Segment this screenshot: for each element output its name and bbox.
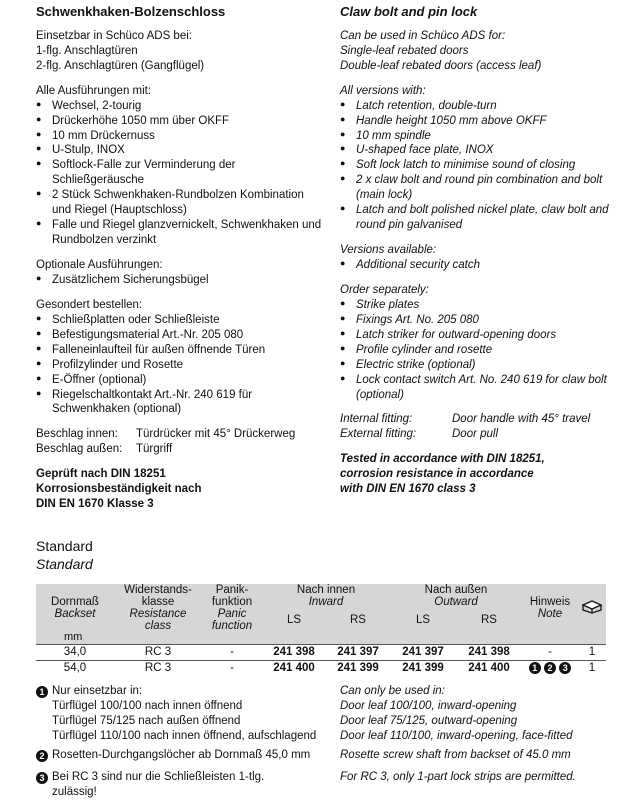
- resist-de2: klasse: [141, 596, 175, 609]
- intro-line: Einsetzbar in Schüco ADS bei:: [36, 29, 192, 42]
- list-item: ● Falleneinlaufteil für außen öffnende Türen: [36, 343, 326, 358]
- tested-line: Tested in accordance with DIN 18251,: [340, 453, 545, 466]
- list-item: ● 10 mm Drückernuss: [36, 129, 326, 144]
- tested-line: Geprüft nach DIN 18251: [36, 468, 166, 481]
- footnote-line: Door leaf 100/100, inward-opening: [340, 699, 517, 712]
- order-list-de: [36, 313, 326, 418]
- list-item: ● Profile cylinder and rosette: [340, 343, 630, 358]
- footnote-1: [36, 684, 616, 744]
- footnote-line: Nur einsetzbar in:: [52, 685, 143, 697]
- list-item: ● 10 mm spindle: [340, 129, 630, 144]
- footnote-line: Door leaf 110/100, inward-opening, face-fitted: [340, 729, 573, 742]
- footnote-line: zulässig!: [52, 785, 97, 798]
- cell-qty: 1: [578, 644, 606, 660]
- cell-resist: RC 3: [114, 644, 202, 660]
- tested-de: [36, 467, 326, 512]
- resist-en1: Resistance: [129, 608, 187, 621]
- footnote-line: Bei RC 3 sind nur die Schließleisten 1-tlg.: [52, 770, 265, 783]
- footnote-marker: 3: [36, 772, 48, 784]
- tested-line: Korrosionsbeständigkeit nach: [36, 483, 202, 496]
- backset-unit: mm: [36, 632, 606, 644]
- backset-en: Backset: [54, 608, 96, 621]
- tested-line: corrosion resistance in accordance: [340, 468, 534, 481]
- table-row: [36, 644, 606, 660]
- footnote-line: Türflügel 110/100 nach innen öffnend, aufschlagend: [52, 729, 317, 742]
- tested-line: DIN EN 1670 Klasse 3: [36, 498, 154, 511]
- col-in-ls: LS: [286, 614, 302, 627]
- note-en: Note: [537, 608, 563, 621]
- cell-out-rs: 241 398: [456, 644, 522, 660]
- list-item: ● Latch retention, double-turn: [340, 99, 630, 114]
- fitting-outer-value: Door pull: [452, 428, 499, 441]
- fitting-outer-value: Türgriff: [136, 443, 173, 456]
- inward-en: Inward: [308, 596, 344, 609]
- list-item: ● Riegelschaltkontakt Art.-Nr. 240 619 für Schwenkhaken (optional): [36, 388, 326, 418]
- cell-out-ls: 241 397: [390, 644, 456, 660]
- order-list-en: [340, 298, 630, 403]
- fittings-en: [340, 412, 630, 442]
- cell-panic: -: [202, 660, 262, 676]
- german-column: [36, 4, 326, 522]
- fittings-de: [36, 427, 326, 457]
- inward-de: Nach innen: [296, 584, 356, 597]
- col-note: [522, 584, 578, 632]
- intro-line: 1-flg. Anschlagtüren: [36, 44, 138, 57]
- col-backset: [36, 584, 114, 632]
- fitting-outer-label: Beschlag außen:: [36, 443, 123, 456]
- fitting-outer-label: External fitting:: [340, 428, 417, 441]
- intro-line: Single-leaf rebated doors: [340, 44, 469, 57]
- list-item: ● Additional security catch: [340, 258, 630, 273]
- footnote-line: Door leaf 75/125, outward-opening: [340, 714, 518, 727]
- list-item: ● Electric strike (optional): [340, 358, 630, 373]
- optional-label-en: Versions available:: [340, 244, 437, 257]
- panic-en1: Panic: [217, 608, 247, 621]
- cell-backset: 34,0: [36, 644, 114, 660]
- panic-de1: Panik-: [215, 584, 249, 596]
- title-en: Claw bolt and pin lock: [340, 4, 478, 19]
- fitting-inner-value: Door handle with 45° travel: [452, 413, 591, 426]
- col-outward: [390, 584, 522, 608]
- list-item: ● 2 Stück Schwenkhaken-Rundbolzen Kombination und Riegel (Hauptschloss): [36, 188, 326, 218]
- list-item: ● Latch striker for outward-opening doors: [340, 328, 630, 343]
- intro-line: 2-flg. Anschlagtüren (Gangflügel): [36, 59, 205, 72]
- list-item: ● E-Öffner (optional): [36, 373, 326, 388]
- order-label-en: Order separately:: [340, 283, 429, 296]
- footnote-line: Türflügel 100/100 nach innen öffnend: [52, 699, 243, 712]
- footnote-marker: 1: [36, 686, 48, 698]
- article-table: [36, 584, 606, 676]
- optional-list-de: [36, 273, 326, 288]
- intro-line: Double-leaf rebated doors (access leaf): [340, 59, 542, 72]
- tested-en: [340, 452, 630, 497]
- order-label-de: Gesondert bestellen:: [36, 298, 143, 311]
- english-column: [340, 4, 630, 507]
- list-item: ● Falle und Riegel glanzvernickelt, Schwenkhaken und Rundbolzen verzinkt: [36, 218, 326, 248]
- footnote-line: Türflügel 75/125 nach außen öffnend: [52, 714, 241, 727]
- outward-en: Outward: [434, 596, 478, 609]
- cell-panic: -: [202, 644, 262, 660]
- col-pack: [578, 584, 606, 632]
- outward-de: Nach außen: [424, 584, 488, 597]
- col-inward: [262, 584, 390, 608]
- note-marker-3: 3: [559, 662, 571, 674]
- footnote-line: For RC 3, only 1-part lock strips are permitted.: [340, 770, 576, 783]
- fitting-inner-label: Internal fitting:: [340, 413, 413, 426]
- optional-label-de: Optionale Ausführungen:: [36, 259, 163, 272]
- all-versions-label-de: Alle Ausführungen mit:: [36, 84, 152, 97]
- list-item: ● 2 x claw bolt and round pin combination and bolt (main lock): [340, 173, 630, 203]
- cell-in-rs: 241 399: [326, 660, 390, 676]
- all-versions-list-en: [340, 99, 630, 233]
- intro-en: [340, 29, 630, 74]
- cell-note: [522, 660, 578, 676]
- all-versions-label-en: All versions with:: [340, 84, 426, 97]
- list-item: ● Befestigungsmaterial Art.-Nr. 205 080: [36, 328, 326, 343]
- cell-out-rs: 241 400: [456, 660, 522, 676]
- tested-line: with DIN EN 1670 class 3: [340, 483, 476, 496]
- list-item: ● Latch and bolt polished nickel plate, claw bolt and round pin galvanised: [340, 203, 630, 233]
- fitting-inner-label: Beschlag innen:: [36, 428, 118, 441]
- panic-de2: funktion: [211, 596, 253, 609]
- list-item: ● U-shaped face plate, INOX: [340, 143, 630, 158]
- cell-note: -: [522, 644, 578, 660]
- standard-en: Standard: [36, 555, 93, 572]
- col-panic: [202, 584, 262, 632]
- list-item: ● Softlock-Falle zur Verminderung der Schließgeräusche: [36, 158, 326, 188]
- resist-de1: Widerstands-: [124, 584, 192, 596]
- list-item: ● Strike plates: [340, 298, 630, 313]
- table-row: [36, 660, 606, 676]
- col-out-ls: LS: [415, 614, 431, 627]
- col-in-rs: RS: [350, 614, 366, 627]
- list-item: ● Fixings Art. No. 205 080: [340, 313, 630, 328]
- standard-de: Standard: [36, 538, 93, 554]
- footnote-line: Rosetten-Durchgangslöcher ab Dornmaß 45,0 mm: [52, 748, 311, 761]
- list-item: ● Profilzylinder und Rosette: [36, 358, 326, 373]
- footnote-line: Can only be used in:: [340, 685, 445, 697]
- cell-in-ls: 241 400: [262, 660, 326, 676]
- cell-out-ls: 241 399: [390, 660, 456, 676]
- footnote-line: Rosette screw shaft from backset of 45.0 mm: [340, 748, 571, 761]
- note-de: Hinweis: [529, 596, 571, 609]
- col-out-rs: RS: [481, 614, 497, 627]
- cell-resist: RC 3: [114, 660, 202, 676]
- list-item: ● U-Stulp, INOX: [36, 143, 326, 158]
- cell-backset: 54,0: [36, 660, 114, 676]
- list-item: ● Drückerhöhe 1050 mm über OKFF: [36, 114, 326, 129]
- list-item: ● Soft lock latch to minimise sound of closing: [340, 158, 630, 173]
- resist-en2: class: [144, 620, 172, 633]
- footnote-marker: 2: [36, 750, 48, 762]
- footnotes: [36, 684, 616, 800]
- fitting-inner-value: Türdrücker mit 45° Drückerweg: [136, 428, 296, 441]
- footnote-2: [36, 748, 616, 764]
- intro-de: [36, 29, 326, 74]
- standard-heading: [36, 538, 93, 573]
- footnote-3: [36, 770, 616, 800]
- col-resistance: [114, 584, 202, 632]
- cell-qty: 1: [578, 660, 606, 676]
- list-item: ● Handle height 1050 mm above OKFF: [340, 114, 630, 129]
- panic-en2: function: [211, 620, 253, 633]
- list-item: ● Wechsel, 2-tourig: [36, 99, 326, 114]
- title-de: Schwenkhaken-Bolzenschloss: [36, 4, 226, 19]
- intro-line: Can be used in Schüco ADS for:: [340, 29, 506, 42]
- optional-list-en: [340, 258, 630, 273]
- cell-in-rs: 241 397: [326, 644, 390, 660]
- note-marker-1: 1: [529, 662, 541, 674]
- list-item: ● Schließplatten oder Schließleiste: [36, 313, 326, 328]
- backset-de: Dornmaß: [51, 596, 99, 609]
- list-item: ● Lock contact switch Art. No. 240 619 for claw bolt (optional): [340, 373, 630, 403]
- list-item: ● Zusätzlichem Sicherungsbügel: [36, 273, 326, 288]
- note-marker-2: 2: [544, 662, 556, 674]
- cell-in-ls: 241 398: [262, 644, 326, 660]
- package-icon: [581, 600, 603, 614]
- all-versions-list-de: [36, 99, 326, 248]
